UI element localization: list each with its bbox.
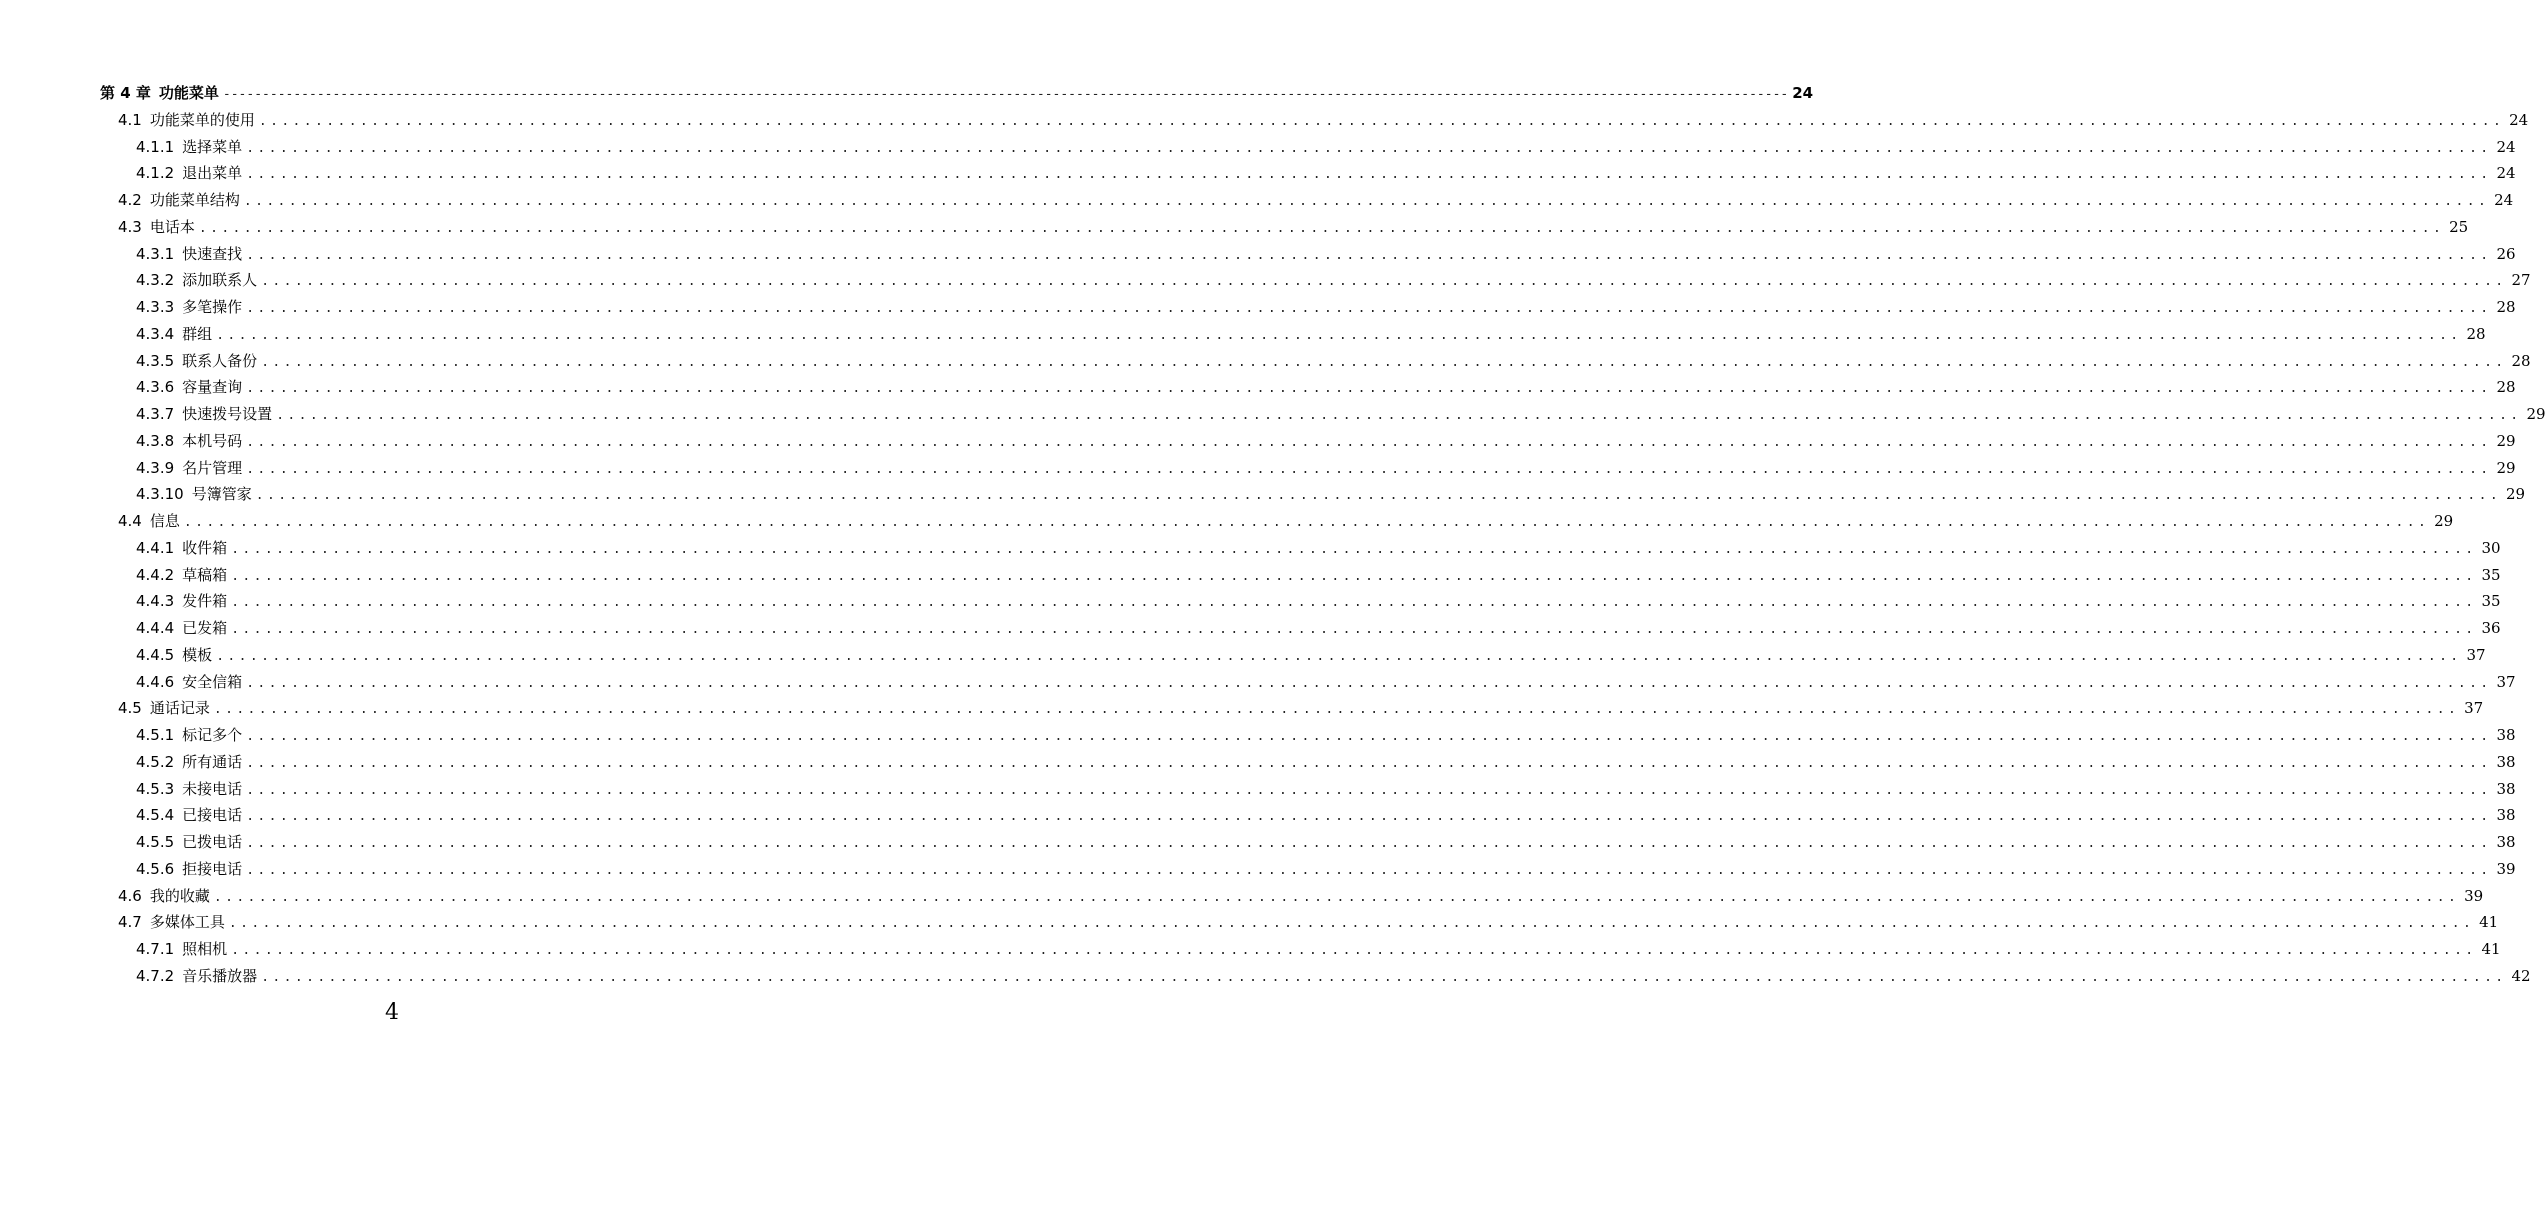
toc-leader: ........................................................................................................................................................................................................ xyxy=(246,675,2492,691)
toc-entry-title: 电话本 xyxy=(149,217,195,236)
toc-entry[interactable] xyxy=(100,615,2501,642)
toc-entry-number: 4.5.3 xyxy=(136,779,175,798)
toc-entry-label xyxy=(136,241,242,268)
toc-entry-label xyxy=(136,856,242,883)
toc-entry-number: 4.3 xyxy=(118,217,142,236)
toc-entry-label xyxy=(136,588,227,615)
toc-entry[interactable] xyxy=(100,80,1814,107)
toc-entry-page: 37 xyxy=(2496,672,2516,691)
toc-entry-label xyxy=(136,348,257,375)
toc-entry-label xyxy=(136,776,242,803)
toc-leader: ........................................................................................................................................................................................................ xyxy=(246,301,2492,316)
toc-entry-label xyxy=(118,695,210,722)
toc-entry-page: 38 xyxy=(2496,833,2516,851)
toc-leader: ........................................................................................................................................................................................................ xyxy=(231,568,2477,584)
toc-entry-title: 安全信箱 xyxy=(182,672,243,691)
toc-entry-label xyxy=(136,535,227,562)
toc-entry-label xyxy=(136,829,242,856)
toc-entry-label xyxy=(136,428,242,455)
toc-leader: ........................................................................................................................................................................................................ xyxy=(258,113,2505,129)
toc-entry[interactable] xyxy=(100,642,2486,669)
toc-entry[interactable] xyxy=(100,321,2486,348)
toc-entry-page: 35 xyxy=(2481,565,2501,584)
toc-entry-title: 多媒体工具 xyxy=(149,913,225,932)
toc-entry-page: 36 xyxy=(2481,619,2501,637)
toc-entry-number: 4.6 xyxy=(118,886,142,905)
toc-entry-title: 草稿箱 xyxy=(182,565,228,584)
toc-entry-title: 功能菜单的使用 xyxy=(149,110,255,129)
toc-entry-number: 4.4.5 xyxy=(136,645,175,664)
page-number: 4 xyxy=(385,1000,399,1025)
toc-entry[interactable] xyxy=(100,401,2546,428)
toc-entry-number: 4.3.5 xyxy=(136,351,175,370)
toc-entry-label xyxy=(136,267,257,294)
toc-entry-number: 4.3.6 xyxy=(136,378,175,397)
toc-entry-title: 已拨电话 xyxy=(182,833,243,851)
toc-entry-title: 拒接电话 xyxy=(182,859,243,878)
toc-entry-page: 24 xyxy=(2496,137,2516,156)
toc-entry[interactable] xyxy=(100,562,2501,589)
toc-entry-title: 退出菜单 xyxy=(182,164,243,183)
toc-entry-label xyxy=(118,909,225,936)
toc-entry-number: 4.4.2 xyxy=(136,565,175,584)
toc-entry[interactable] xyxy=(100,695,2484,722)
toc-entry-title: 模板 xyxy=(182,645,213,664)
toc-entry-number: 4.4.3 xyxy=(136,592,175,611)
toc-entry-label xyxy=(136,963,257,990)
toc-entry-page: 28 xyxy=(2496,378,2516,397)
toc-entry-title: 容量查询 xyxy=(182,378,243,397)
toc-entry-label xyxy=(136,401,272,428)
toc-entry-number: 4.7 xyxy=(118,913,142,932)
toc-entry-number: 4.1 xyxy=(118,110,142,129)
toc-entry[interactable] xyxy=(100,829,2516,856)
toc-entry-page: 42 xyxy=(2511,966,2531,985)
toc-entry[interactable] xyxy=(100,802,2516,829)
toc-entry-page: 39 xyxy=(2464,886,2484,905)
toc-entry[interactable] xyxy=(100,936,2501,963)
toc-entry-number: 4.3.3 xyxy=(136,298,175,316)
toc-entry-page: 28 xyxy=(2466,324,2486,343)
toc-leader: ........................................................................................................................................................................................................ xyxy=(261,354,2507,370)
toc-entry-label xyxy=(136,160,242,187)
toc-entry-page: 38 xyxy=(2496,779,2516,798)
toc-entry[interactable] xyxy=(100,374,2516,401)
toc-entry[interactable] xyxy=(100,267,2531,294)
toc-entry-number: 4.3.9 xyxy=(136,458,175,477)
toc-leader: ........................................................................................................................................................................................................ xyxy=(246,836,2492,851)
toc-leader: ........................................................................................................................................................................................................ xyxy=(213,702,2460,718)
toc-entry-label xyxy=(136,749,242,776)
toc-entry[interactable] xyxy=(100,294,2516,321)
toc-entry-page: 39 xyxy=(2496,859,2516,878)
toc-entry-label xyxy=(136,374,242,401)
toc-entry[interactable] xyxy=(100,187,2514,214)
toc-entry-page: 37 xyxy=(2466,645,2486,664)
toc-entry-number: 4.4.6 xyxy=(136,672,175,691)
toc-entry[interactable] xyxy=(100,508,2454,535)
toc-leader: ........................................................................................................................................................................................................ xyxy=(216,648,2462,664)
toc-leader: ........................................................................................................................................................................................................ xyxy=(246,167,2492,183)
toc-entry-number: 4.3.8 xyxy=(136,431,175,450)
toc-entry-number: 4.3.1 xyxy=(136,244,175,263)
toc-entry-label xyxy=(136,615,227,642)
toc-entry-title: 号簿管家 xyxy=(191,485,252,504)
toc-entry-label xyxy=(136,134,242,161)
toc-entry[interactable] xyxy=(100,107,2529,134)
toc-leader: ........................................................................................................................................................................................................ xyxy=(231,541,2477,557)
toc-entry-title: 名片管理 xyxy=(182,458,243,477)
toc-entry-title: 未接电话 xyxy=(182,779,243,798)
toc-entry[interactable] xyxy=(100,241,2516,268)
toc-entry-title: 选择菜单 xyxy=(182,137,243,156)
toc-entry-label xyxy=(136,642,212,669)
toc-entry-number: 第 4 章 xyxy=(100,84,151,102)
toc-entry-title: 联系人备份 xyxy=(182,351,258,370)
toc-entry-title: 本机号码 xyxy=(182,431,243,450)
toc-entry[interactable] xyxy=(100,963,2531,990)
toc-entry-number: 4.3.7 xyxy=(136,405,175,423)
toc-entry-page: 28 xyxy=(2511,351,2531,370)
toc-entry-number: 4.5.2 xyxy=(136,752,175,771)
toc-entry-title: 已发箱 xyxy=(182,619,228,637)
toc-entry-number: 4.2 xyxy=(118,191,142,209)
toc-entry-title: 信息 xyxy=(149,512,180,530)
toc-leader: ........................................................................................................................................................................................................ xyxy=(198,220,2445,236)
toc-entry-title: 群组 xyxy=(182,324,213,343)
toc-leader: ........................................................................................................................................................................................................ xyxy=(246,862,2492,878)
toc-entry-page: 29 xyxy=(2434,512,2454,530)
toc-entry-number: 4.1.2 xyxy=(136,164,175,183)
toc-leader: ........................................................................................................................................................................................................ xyxy=(261,274,2507,290)
toc-leader: ........................................................................................................................................................................................................ xyxy=(243,194,2490,209)
toc-leader: ........................................................................................................................................................................................................ xyxy=(246,434,2492,450)
toc-leader: ........................................................................................................................................................................................................ xyxy=(216,327,2462,343)
toc-leader: ........................................................................................................................................................................................................ xyxy=(261,969,2507,985)
toc-entry-label xyxy=(118,508,180,535)
toc-leader: ........................................................................................................................................................................................................ xyxy=(255,488,2502,504)
toc-entry-title: 功能菜单 xyxy=(158,84,219,102)
toc-leader: ........................................................................................................................................................................................................ xyxy=(246,461,2492,477)
toc-entry-page: 28 xyxy=(2496,298,2516,316)
toc-entry-title: 功能菜单结构 xyxy=(149,191,240,209)
toc-leader: ........................................................................................................................................................................................................ xyxy=(246,755,2492,771)
toc-entry-page: 41 xyxy=(2481,940,2501,958)
toc-leader: ........................................................................................................................................................................................................ xyxy=(246,381,2492,397)
toc-entry[interactable] xyxy=(100,428,2516,455)
toc-entry-page: 27 xyxy=(2511,271,2531,290)
toc-entry[interactable] xyxy=(100,160,2516,187)
toc-entry-title: 已接电话 xyxy=(182,806,243,825)
toc-entry-label xyxy=(118,214,195,241)
toc-entry-page: 38 xyxy=(2496,726,2516,744)
table-of-contents xyxy=(100,80,2546,990)
toc-entry[interactable] xyxy=(100,669,2516,696)
toc-entry-label xyxy=(136,936,227,963)
toc-entry-label xyxy=(136,455,242,482)
toc-entry-number: 4.4.1 xyxy=(136,538,175,557)
toc-entry-title: 添加联系人 xyxy=(182,271,258,290)
toc-leader: ........................................................................................................................................................................................................ xyxy=(231,622,2477,637)
toc-entry-title: 发件箱 xyxy=(182,592,228,611)
toc-entry-number: 4.4 xyxy=(118,512,142,530)
toc-entry-label xyxy=(100,80,219,107)
toc-entry[interactable] xyxy=(100,909,2499,936)
toc-entry-number: 4.7.1 xyxy=(136,940,175,958)
toc-leader: ........................................................................................................................................................................................................ xyxy=(276,408,2522,423)
toc-entry[interactable] xyxy=(100,588,2501,615)
toc-leader: ........................................................................................................................................................................................................ xyxy=(246,782,2492,798)
toc-entry-title: 快速查找 xyxy=(182,244,243,263)
toc-entry-title: 收件箱 xyxy=(182,538,228,557)
toc-entry-number: 4.5.4 xyxy=(136,806,175,825)
toc-entry-label xyxy=(118,107,255,134)
toc-entry-title: 音乐播放器 xyxy=(182,966,258,985)
toc-entry-label xyxy=(136,669,242,696)
toc-entry[interactable] xyxy=(100,722,2516,749)
toc-entry-title: 所有通话 xyxy=(182,752,243,771)
toc-entry[interactable] xyxy=(100,134,2516,161)
toc-entry[interactable] xyxy=(100,856,2516,883)
toc-entry-page: 29 xyxy=(2496,458,2516,477)
toc-entry-page: 24 xyxy=(1792,84,1814,102)
toc-entry[interactable] xyxy=(100,348,2531,375)
toc-entry-number: 4.4.4 xyxy=(136,619,175,637)
toc-leader: ........................................................................................................................................................................................................ xyxy=(246,729,2492,744)
toc-entry-number: 4.5.1 xyxy=(136,726,175,744)
toc-entry-label xyxy=(136,562,227,589)
toc-leader: ........................................................................................................................................................................................................ xyxy=(246,247,2492,263)
toc-entry-page: 41 xyxy=(2479,913,2499,932)
toc-leader: -------------------------------------------------------------------------------------------------------------------------------------------------------------------------------------------------------- xyxy=(222,87,1789,102)
toc-leader: ........................................................................................................................................................................................................ xyxy=(228,916,2475,932)
toc-entry-number: 4.3.2 xyxy=(136,271,175,290)
toc-entry-number: 4.3.4 xyxy=(136,324,175,343)
toc-leader: ........................................................................................................................................................................................................ xyxy=(246,140,2492,156)
toc-entry-title: 照相机 xyxy=(182,940,228,958)
toc-entry-page: 25 xyxy=(2449,217,2469,236)
toc-entry[interactable] xyxy=(100,481,2526,508)
toc-entry-title: 快速拨号设置 xyxy=(182,405,273,423)
toc-entry-label xyxy=(136,481,252,508)
toc-entry-page: 24 xyxy=(2494,191,2514,209)
toc-entry-page: 29 xyxy=(2505,485,2526,504)
toc-entry-page: 38 xyxy=(2496,752,2516,771)
toc-entry-label xyxy=(136,321,212,348)
toc-entry-number: 4.7.2 xyxy=(136,966,175,985)
toc-entry-page: 35 xyxy=(2481,592,2501,611)
toc-entry[interactable] xyxy=(100,535,2501,562)
toc-entry-page: 24 xyxy=(2509,110,2529,129)
toc-entry-label xyxy=(118,883,210,910)
toc-leader: ........................................................................................................................................................................................................ xyxy=(231,943,2477,958)
toc-entry-page: 24 xyxy=(2496,164,2516,183)
toc-entry-number: 4.5.6 xyxy=(136,859,175,878)
toc-entry-number: 4.5 xyxy=(118,699,142,718)
toc-entry-label xyxy=(136,722,242,749)
toc-leader: ........................................................................................................................................................................................................ xyxy=(183,515,2430,530)
toc-entry-label xyxy=(118,187,240,214)
toc-entry-title: 我的收藏 xyxy=(149,886,210,905)
toc-entry-label xyxy=(136,802,242,829)
toc-leader: ........................................................................................................................................................................................................ xyxy=(246,809,2492,825)
toc-entry-title: 标记多个 xyxy=(182,726,243,744)
toc-entry-page: 37 xyxy=(2464,699,2484,718)
toc-entry[interactable] xyxy=(100,214,2469,241)
toc-entry-page: 29 xyxy=(2496,431,2516,450)
toc-entry[interactable] xyxy=(100,455,2516,482)
toc-leader: ........................................................................................................................................................................................................ xyxy=(213,889,2460,905)
toc-entry-page: 30 xyxy=(2481,538,2501,557)
toc-entry[interactable] xyxy=(100,776,2516,803)
toc-entry-label xyxy=(136,294,242,321)
toc-entry-number: 4.3.10 xyxy=(136,485,184,504)
toc-entry-page: 29 xyxy=(2526,405,2546,423)
toc-entry-title: 通话记录 xyxy=(149,699,210,718)
toc-entry-page: 26 xyxy=(2496,244,2516,263)
toc-entry[interactable] xyxy=(100,749,2516,776)
toc-entry-title: 多笔操作 xyxy=(182,298,243,316)
toc-entry-number: 4.1.1 xyxy=(136,137,175,156)
toc-leader: ........................................................................................................................................................................................................ xyxy=(231,595,2477,611)
toc-entry-number: 4.5.5 xyxy=(136,833,175,851)
toc-entry[interactable] xyxy=(100,883,2484,910)
toc-entry-page: 38 xyxy=(2496,806,2516,825)
